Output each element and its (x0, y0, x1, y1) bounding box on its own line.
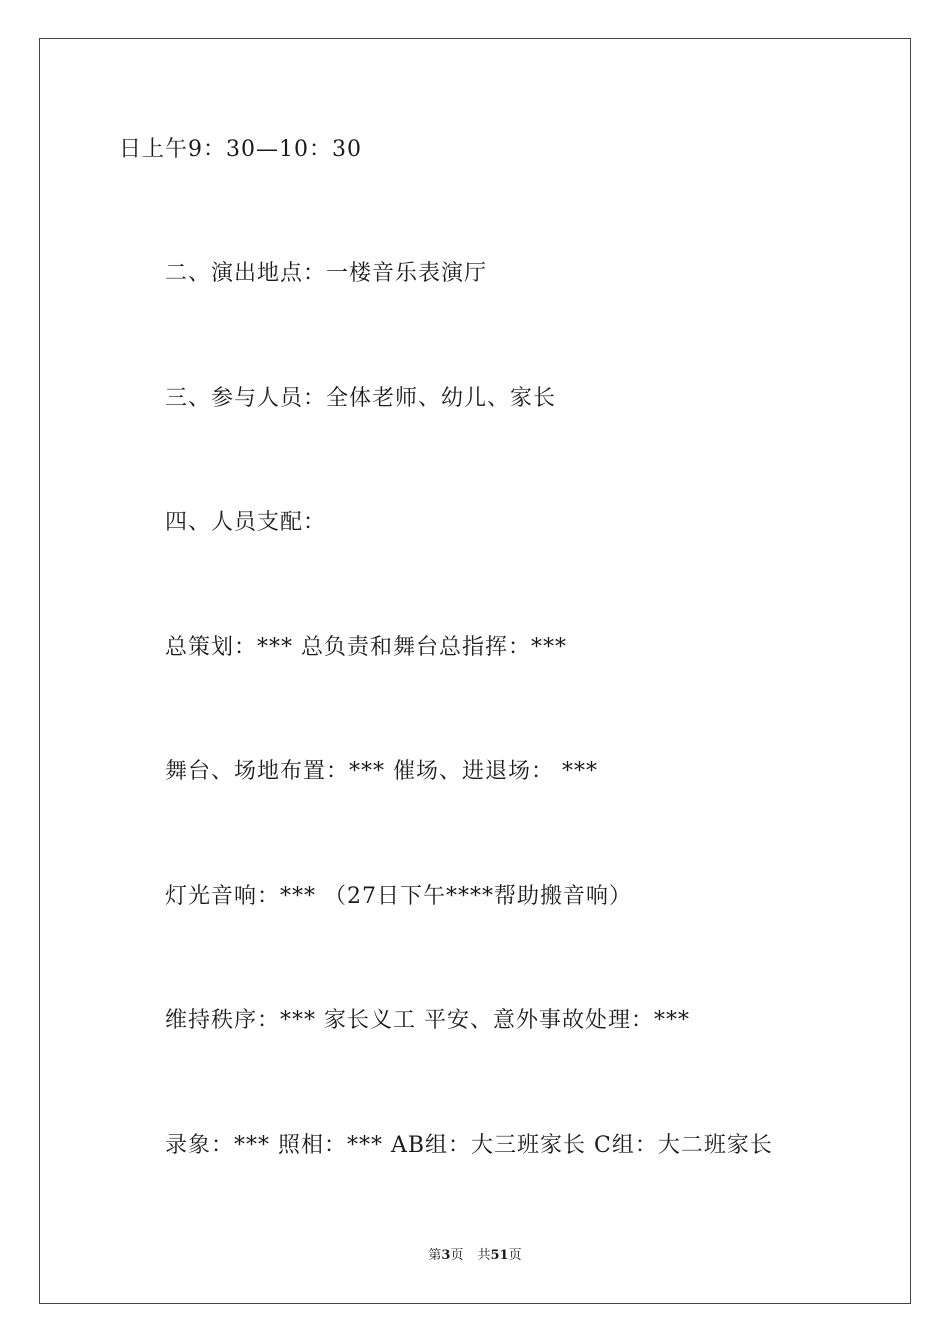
footer-page-number: 3 (441, 1248, 451, 1263)
footer-page-suffix: 页 (450, 1248, 464, 1263)
text-line-order-safety: 维持秩序：*** 家长义工 平安、意外事故处理：*** (165, 1008, 690, 1033)
page-footer (0, 1248, 950, 1264)
page-border (39, 38, 911, 1304)
text-line-time: 日上午9：30—10：30 (119, 137, 362, 162)
text-line-lighting-sound: 灯光音响：*** （27日下午****帮助搬音响） (165, 884, 632, 909)
text-line-staffing-heading: 四、人员支配： (165, 510, 327, 535)
text-line-participants: 三、参与人员：全体老师、幼儿、家长 (165, 386, 557, 411)
text-line-recording-photo: 录象：*** 照相：*** AB组：大三班家长 C组：大二班家长 (165, 1133, 773, 1158)
footer-page-prefix: 第 (428, 1248, 442, 1263)
footer-total-suffix: 页 (508, 1248, 522, 1263)
text-line-venue: 二、演出地点：一楼音乐表演厅 (165, 261, 488, 286)
footer-total-prefix: 共 (477, 1248, 491, 1263)
text-line-stage-setup: 舞台、场地布置：*** 催场、进退场： *** (165, 759, 598, 784)
footer-total-pages: 51 (490, 1248, 509, 1263)
text-line-director: 总策划：*** 总负责和舞台总指挥：*** (165, 635, 567, 660)
